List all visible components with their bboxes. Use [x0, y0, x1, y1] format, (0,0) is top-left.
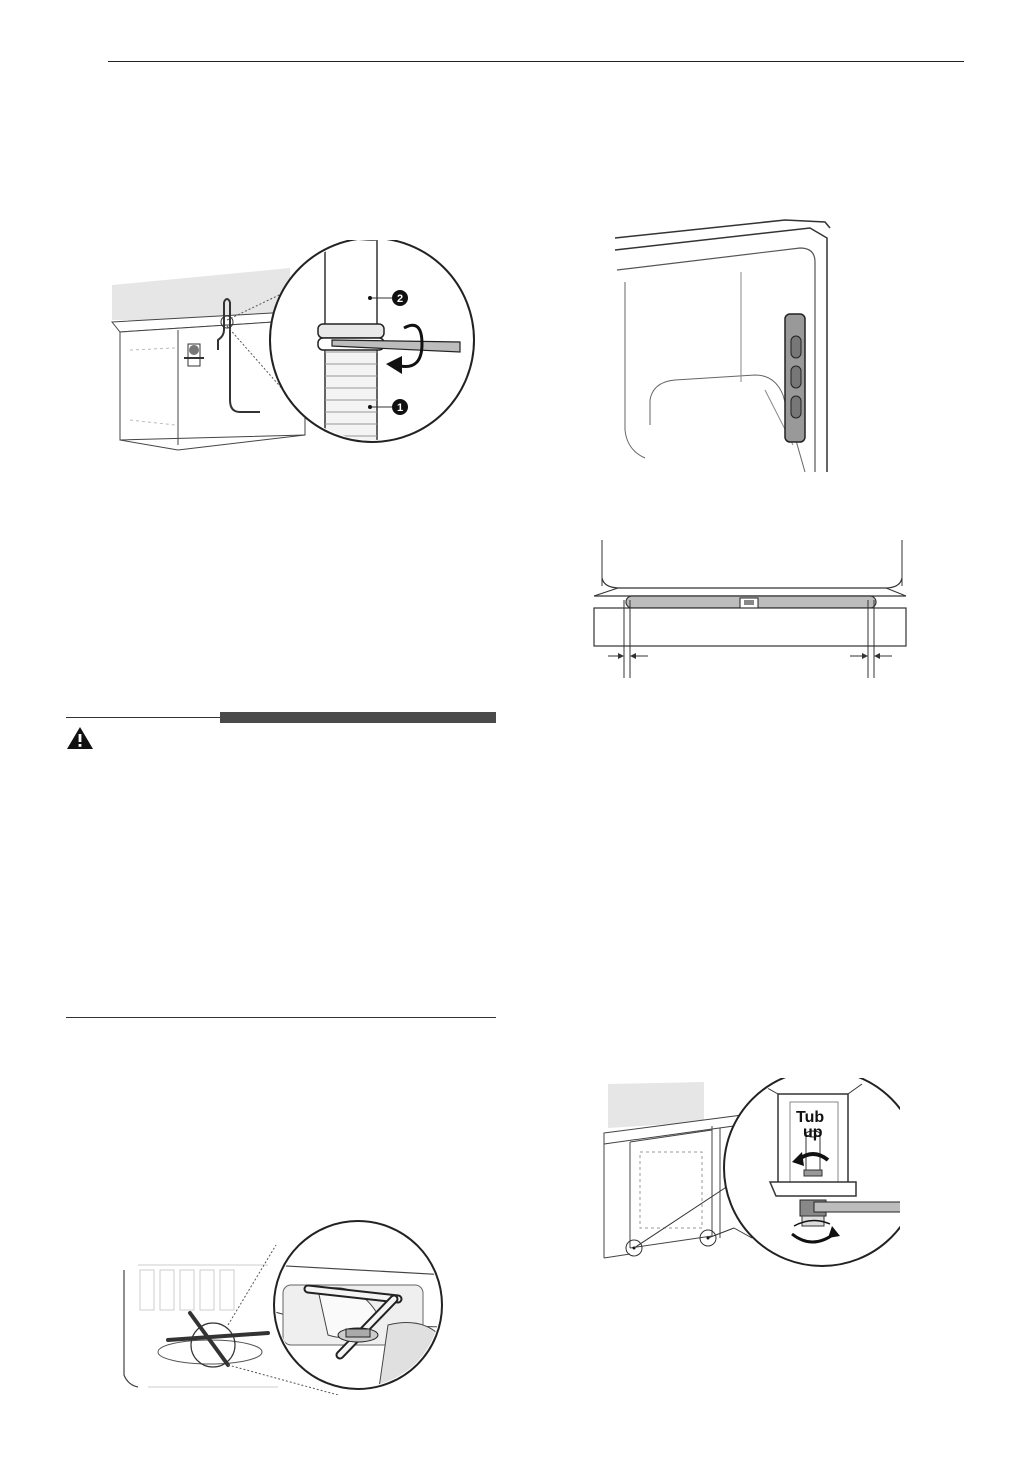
callout-1: 1	[396, 402, 404, 414]
warning-header-bar	[220, 712, 496, 723]
spray-arm-figure	[118, 1215, 448, 1395]
callout-2: 2	[396, 293, 404, 305]
door-gap-alignment-figure	[590, 538, 915, 678]
warning-triangle-icon	[66, 726, 94, 750]
leveling-label-up: up	[803, 1124, 823, 1141]
leveling-label-tub: Tub	[796, 1109, 825, 1126]
leveling-leg-figure	[600, 1078, 900, 1270]
warning-box-bottom-rule	[66, 1017, 496, 1018]
dishwasher-door-interior-figure	[605, 210, 845, 475]
header-rule	[108, 61, 964, 62]
drain-hose-clamp-figure	[100, 240, 480, 470]
